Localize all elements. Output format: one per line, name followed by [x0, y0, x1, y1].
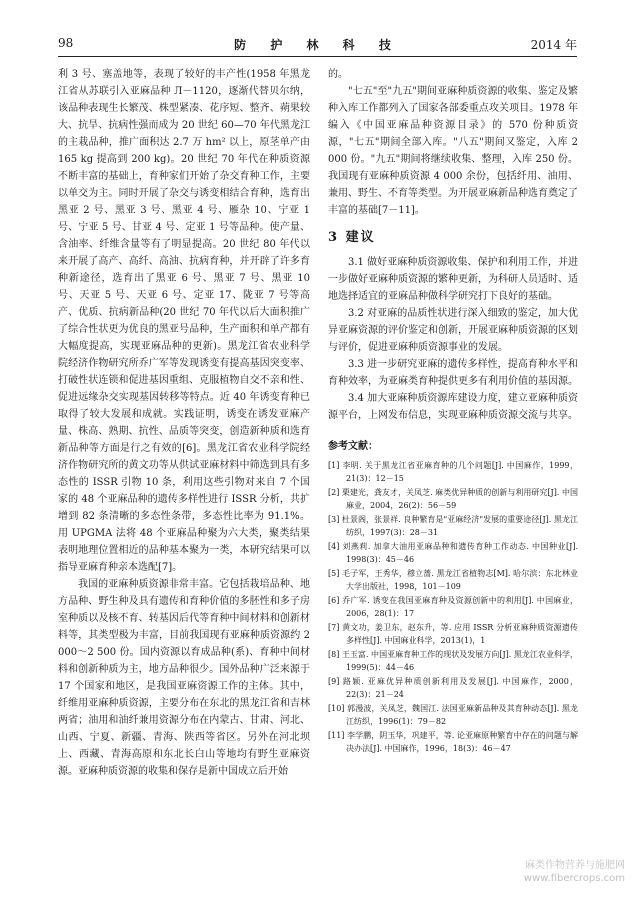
suggestion-item: 3.4 加大亚麻种质资源库建设力度，建立亚麻种质资源平台，上网发布信息，实现亚麻种质资源交流与共享。: [328, 393, 578, 421]
reference-item: [11] 李学鹏，阴玉华，巩建平，等. 论亚麻原种繁育中存在的问题与解决办法[J]. 中国麻作，1996，18(3)：46－47: [328, 731, 578, 753]
body-paragraph: 我国的亚麻种质资源非常丰富。它包括栽培品种、地方品种、野生种及具有遗传和育种价值的多胚性和多子房室种质以及核不育、转基因后代等育种中间材料和创新材料等，其类型极为丰富，目前我国现有亚麻种质资源约 2 000～2 500 份。国内资源以育成品种(系)、育种中间材料和创新种质为主，地方品种很少。国外品种广泛来源于 17 个国家和地区，是我国亚麻资源工作的主体。其中，纤维用亚麻种质资源，主要分布在东北的黑龙江省和吉林两省；油用和油纤兼用资源分布在内蒙古、甘肃、河北、山西、宁夏、新疆、青海、陕西等省区。另外在河北坝上、西藏、青海高原和东北长白山等地均有野生亚麻资源。亚麻种质资源的收集和保存是新中国成立后开始: [58, 579, 310, 777]
journal-title: 防 护 林 科 技: [234, 38, 401, 52]
body-paragraph: 利 3 号、塞盖地等，表现了较好的丰产性(1958 年黑龙江省从苏联引入亚麻品种 Л－1120，逐渐代替贝尔纳，该品种表现生长繁茂、株型紧凑、花序短、整齐、蒴果较大、抗旱、抗病性强而成为 20 世纪 60—70 年代黑龙江的主栽品种，推广面积达 2.7 万 hm² 以上，原茎单产由 165 kg 提高到 200 kg)。20 世纪 70 年代在种质资源不断丰富的基础上，育种家们开始了杂交育种工作，主要以单交为主。同时开展了杂交与诱变相结合育种，选育出黑亚 2 号、黑亚 3 号、黑亚 4 号、雁杂 10、宁亚 1 号、宁亚 5 号、甘亚 4 号、定亚 1 号等品种。使产量、含油率、纤维含量等有了明显提高。20 世纪 80 年代以来开展了高产、高纤、高油、抗病育种，并开辟了许多育种新途径，选育出了黑亚 6 号、黑亚 7 号、黑亚 10 号、天亚 5 号、天亚 6 号、定亚 17、陇亚 7 号等高产、优质、抗病新品种(20 世纪 70 年代以后大面积推广了综合性状更为优良的黑亚号品种，生产面积和单产都有大幅度提高，实现亚麻品种的更新)。黑龙江省农业科学院经济作物研究所乔广军等发现诱变有提高基因突变率、打破性状连锁和促进基因重组、克服植物自交不亲和性、促进远缘杂交实现基因转移等特点。近 40 年诱变育种已取得了较大发展和成就。实践证明，诱变在诱发亚麻产量、株高、熟期、抗性、品质等突变，创造新种质和选育新品种等方面是行之有效的[6]。黑龙江省农业科学院经济作物研究所的黄文功等从供试亚麻材料中筛选到具有多态性的 ISSR 引物 10 条，利用这些引物对来自 7 个国家的 48 个亚麻品种的遗传多样性进行 ISSR 分析，共扩增到 82 条清晰的多态性条带，多态性比率为 91.1%。用 UPGMA 法将 48 个亚麻品种聚为六大类，聚类结果表明地理位置相近的品种基本聚为一类，本研究结果可以指导亚麻育种亲本选配[7]。: [58, 69, 310, 573]
section-heading: 3 建议: [328, 230, 376, 245]
reference-item: [4] 刘燕莉. 加拿大油用亚麻品种和遗传育种工作动态. 中国种业[J]. 1998(3)：45－46: [328, 542, 578, 564]
reference-item: [9] 路颖. 亚麻优异种质创新利用及发展[J]. 中国麻作，2000，22(3)：21－24: [328, 677, 578, 699]
reference-item: [2] 栗建光，龚友才，关凤芝. 麻类优异种质的创新与利用研究[J]. 中国麻业，2004，26(2)：56－59: [328, 488, 578, 510]
references-heading: 参考文献：: [328, 441, 378, 452]
running-header: [58, 36, 577, 56]
body-paragraph: "七五"至"九五"期间亚麻种质资源的收集、鉴定及繁种入库工作都列入了国家各部委重点攻关项目。1978 年编入《中国亚麻品种资源目录》的 570 份种质资源，"七五"期间全部入库。"八五"期间又鉴定，入库 2 000 份。"九五"期间将继续收集、整理，入库 250 份。我国现有亚麻种质资源 4 000 余份，包括纤用、油用、兼用、野生、不育等类型。为开展亚麻新品种选育奠定了丰富的基础[7－11]。: [328, 86, 578, 216]
continuation-text: 的。: [328, 69, 348, 80]
watermark-url: www.fibercrops.com: [523, 873, 625, 884]
watermark: [475, 859, 625, 885]
suggestion-item: 3.2 对亚麻的品质性状进行深入细致的鉴定，加大优异亚麻资源的评价鉴定和创新，开展亚麻种质资源的区划与评价，促进亚麻种质资源事业的发展。: [328, 308, 578, 353]
suggestion-item: 3.3 进一步研究亚麻的遗传多样性，提高育种水平和育种效率，为亚麻类育种提供更多有利用价值的基因源。: [328, 359, 578, 387]
right-column: [328, 66, 578, 756]
reference-item: [10] 郭漫波，关凤芝，魏国江. 法国亚麻新品种及其育种动态[J]. 黑龙江纺织，1996(1)：79－82: [328, 704, 578, 726]
issue-year: 2014 年: [530, 38, 577, 52]
page-number: 98: [58, 36, 74, 50]
reference-item: [8] 王玉富. 中国亚麻育种工作的现状及发展方向[J]. 黑龙江农业科学，1999(5)：44－46: [328, 650, 578, 672]
reference-item: [3] 杜景阁，张景祥. 良种繁育是"亚麻经济"发展的重要途径[J]. 黑龙江纺织，1997(3)：28－31: [328, 515, 578, 537]
watermark-site-name: 麻类作物营养与施肥网: [525, 860, 625, 871]
left-column: [58, 66, 310, 780]
header-rule: [58, 56, 577, 57]
suggestion-item: 3.1 做好亚麻种质资源收集、保护和利用工作，并进一步做好亚麻种质资源的繁种更新，为科研人员适时、适地选择适宜的亚麻品种做科学研究打下良好的基础。: [328, 257, 578, 302]
reference-item: [7] 黄文功，姜卫东，赵东升，等. 应用 ISSR 分析亚麻种质资源遗传多样性[J]. 中国麻业科学，2013(1)，1: [328, 623, 578, 645]
reference-list: [328, 459, 578, 755]
reference-item: [1] 李明. 关于黑龙江省亚麻育种的几个问题[J]. 中国麻作，1999，21(3)：12－15: [328, 461, 578, 483]
reference-item: [5] 毛子军，王秀华，穆立蔷. 黑龙江省植物志[M]. 哈尔滨：东北林业大学出版社，1998，101－109: [328, 569, 578, 591]
reference-item: [6] 乔广军. 诱变在我国亚麻育种及资源创新中的利用[J]. 中国麻业，2006，28(1)：17: [328, 596, 578, 618]
